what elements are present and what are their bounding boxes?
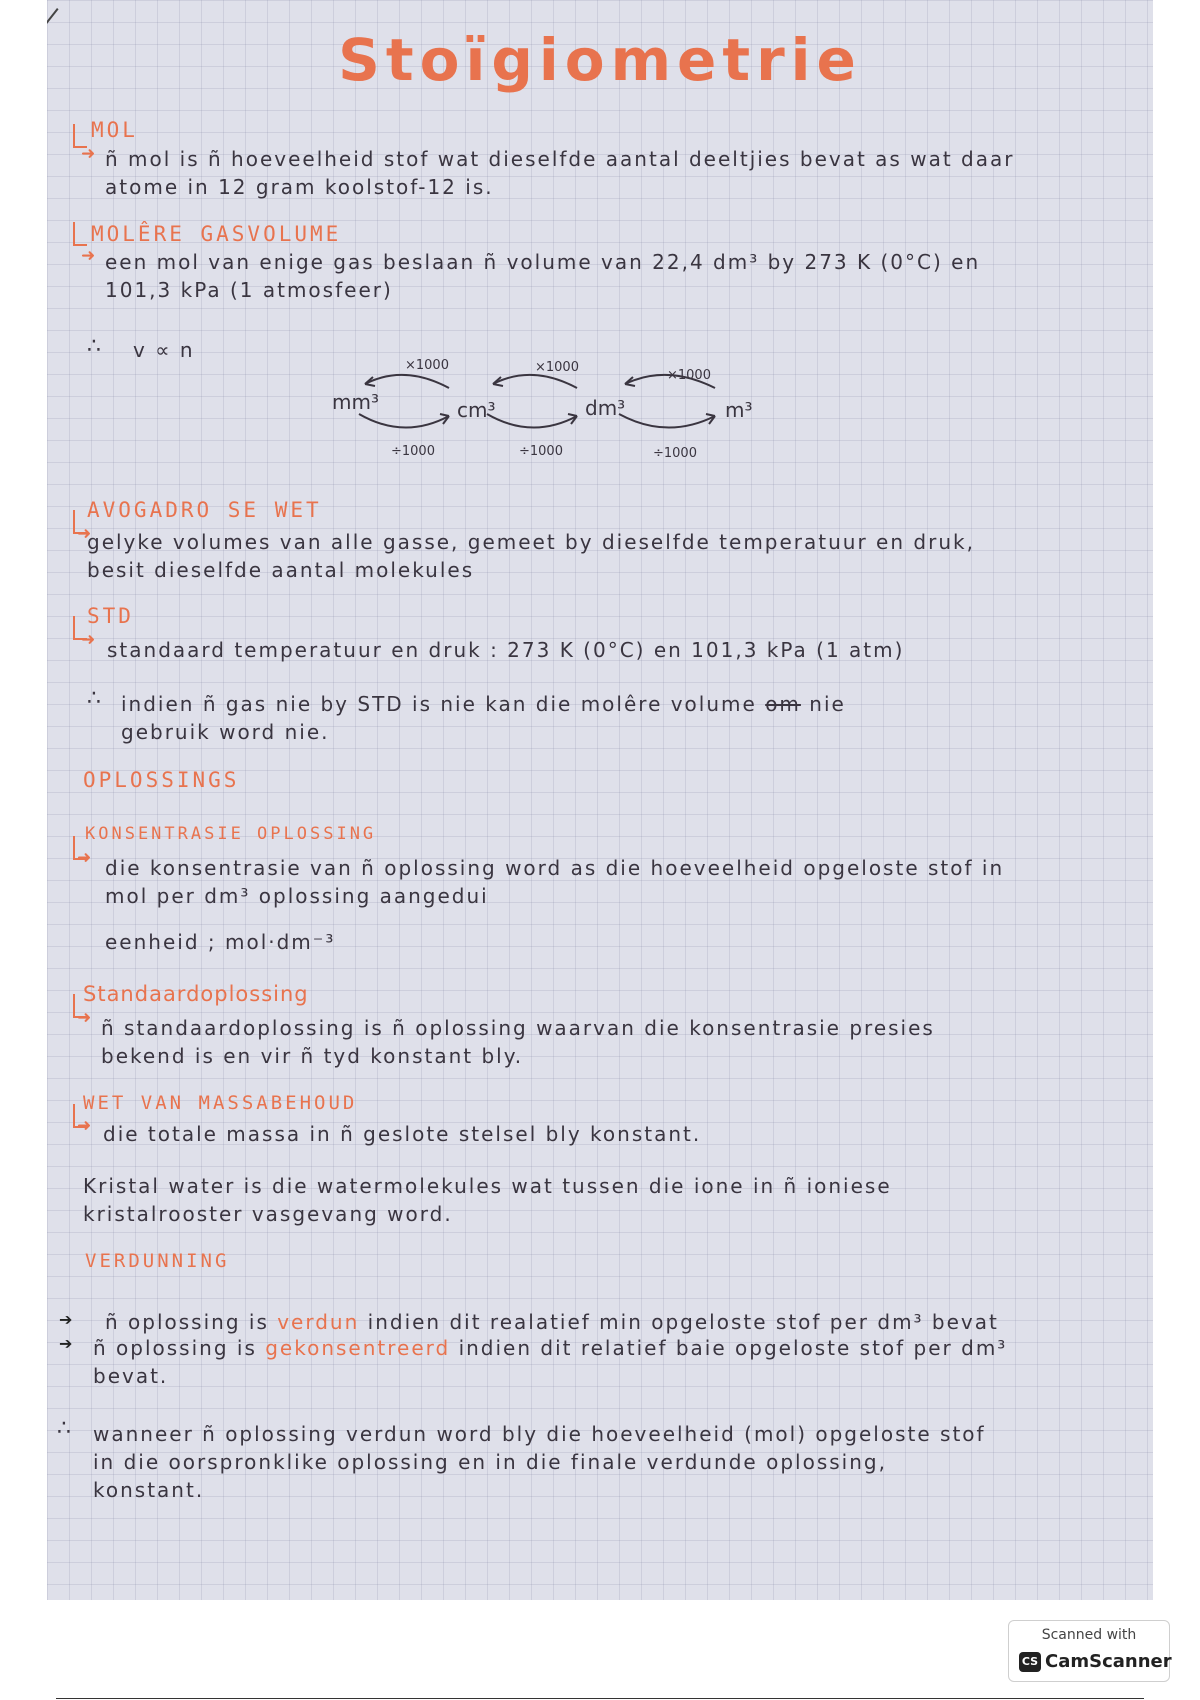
verdunning-heading: VERDUNNING	[85, 1250, 230, 1272]
conversion-arrow-down	[619, 414, 715, 428]
unit-cm3: cm³	[457, 398, 496, 422]
arrow-icon: ➜	[81, 630, 96, 650]
factor-up-3: ×1000	[667, 368, 711, 383]
notebook-page	[47, 0, 1153, 1600]
bottom-rule	[56, 1698, 1144, 1699]
std-note-text-end: nie	[809, 692, 846, 716]
camscanner-badge	[1008, 1620, 1170, 1682]
standaard-line1: ñ standaardoplossing is ñ oplossing waarvan die konsentrasie presies	[101, 1016, 935, 1040]
verdunning-b2-end: indien dit relatief baie opgeloste stof per dm³	[458, 1336, 1008, 1360]
massa-line1: die totale massa in ñ geslote stelsel bly konstant.	[103, 1122, 702, 1146]
avogadro-heading: AVOGADRO SE WET	[87, 498, 322, 522]
avogadro-line2: besit dieselfde aantal molekules	[87, 558, 475, 582]
factor-down-3: ÷1000	[653, 446, 697, 461]
std-note-line1	[121, 690, 846, 718]
conversion-arrow-down	[359, 414, 449, 428]
verdunning-bullet1	[105, 1308, 999, 1336]
verdunning-conclusion2: in die oorspronklike oplossing en in die finale verdunde oplossing,	[93, 1450, 887, 1474]
std-heading: STD	[87, 604, 134, 628]
therefore-symbol: ∴	[87, 334, 101, 359]
verdunning-conclusion3: konstant.	[93, 1478, 205, 1502]
verdunning-conclusion1: wanneer ñ oplossing verdun word bly die hoeveelheid (mol) opgeloste stof	[93, 1422, 986, 1446]
arrow-icon: ➜	[77, 848, 92, 868]
mol-line2: atome in 12 gram koolstof-12 is.	[105, 175, 494, 199]
arrow-icon: ➜	[77, 1116, 92, 1136]
factor-up-2: ×1000	[535, 360, 579, 375]
badge-line2: CamScanner	[1045, 1651, 1172, 1672]
std-note-struck: om	[765, 692, 801, 716]
gasvolume-line1: een mol van enige gas beslaan ñ volume van 22,4 dm³ by 273 K (0°C) en	[105, 250, 981, 274]
factor-up-1: ×1000	[405, 358, 449, 373]
std-note-text: indien ñ gas nie by STD is nie kan die molêre volume	[121, 692, 757, 716]
unit-dm3: dm³	[585, 396, 626, 420]
verdunning-bullet2	[93, 1334, 1007, 1362]
verdunning-b1-end: indien dit realatief min opgeloste stof per dm³ bevat	[367, 1310, 999, 1334]
kristal-line1: Kristal water is die watermolekules wat tussen die ione in ñ ioniese	[83, 1174, 892, 1198]
conversion-arrow-down	[487, 414, 577, 428]
standaard-line2: bekend is en vir ñ tyd konstant bly.	[101, 1044, 524, 1068]
page-title: Stoïgiometrie	[338, 26, 862, 94]
mol-heading: MOL	[91, 118, 138, 142]
standaard-heading: Standaardoplossing	[83, 982, 309, 1006]
massa-heading: WET VAN MASSABEHOUD	[83, 1092, 358, 1114]
verdunning-bullet2-cont: bevat.	[93, 1364, 169, 1388]
verdunning-b1-start: ñ oplossing is	[105, 1310, 269, 1334]
factor-down-1: ÷1000	[391, 444, 435, 459]
bullet-arrow-icon: ➔	[59, 1310, 73, 1329]
conversion-arrow-up	[365, 375, 449, 388]
kristal-line2: kristalrooster vasgevang word.	[83, 1202, 453, 1226]
konsentrasie-line1: die konsentrasie van ñ oplossing word as die hoeveelheid opgeloste stof in	[105, 856, 1005, 880]
badge-line1: Scanned with	[1041, 1627, 1137, 1643]
avogadro-line1: gelyke volumes van alle gasse, gemeet by dieselfde temperatuur en druk,	[87, 530, 975, 554]
bullet-arrow-icon: ➔	[59, 1334, 73, 1353]
konsentrasie-line2: mol per dm³ oplossing aangedui	[105, 884, 489, 908]
verdunning-b2-start: ñ oplossing is	[93, 1336, 257, 1360]
konsentrasie-unit: eenheid ; mol·dm⁻³	[105, 930, 336, 954]
unit-m3: m³	[725, 398, 753, 422]
camscanner-logo-icon: CS	[1019, 1652, 1041, 1672]
konsentrasie-heading: KONSENTRASIE OPLOSSING	[85, 824, 377, 844]
mol-line1: ñ mol is ñ hoeveelheid stof wat dieselfde aantal deeltjies bevat as wat daar	[105, 147, 1015, 171]
arrow-icon: ➜	[77, 524, 92, 544]
therefore-symbol: ∴	[57, 1416, 71, 1441]
std-note-line2: gebruik word nie.	[121, 720, 330, 744]
conversion-arrow-up	[493, 375, 577, 388]
std-line1: standaard temperatuur en druk : 273 K (0°C) en 101,3 kPa (1 atm)	[107, 638, 905, 662]
arrow-icon: ➜	[81, 144, 96, 164]
factor-down-2: ÷1000	[519, 444, 563, 459]
gasvolume-line2: 101,3 kPa (1 atmosfeer)	[105, 278, 393, 302]
verdunning-b2-word: gekonsentreerd	[265, 1336, 451, 1360]
arrow-icon: ➜	[77, 1008, 92, 1028]
proportionality: v ∝ n	[133, 338, 195, 362]
unit-mm3: mm³	[332, 390, 379, 414]
arrow-icon: ➜	[81, 246, 96, 266]
therefore-symbol: ∴	[87, 686, 101, 711]
verdunning-b1-word: verdun	[277, 1310, 360, 1334]
gasvolume-heading: MOLÊRE GASVOLUME	[91, 222, 342, 246]
oplossings-heading: OPLOSSINGS	[83, 768, 240, 792]
